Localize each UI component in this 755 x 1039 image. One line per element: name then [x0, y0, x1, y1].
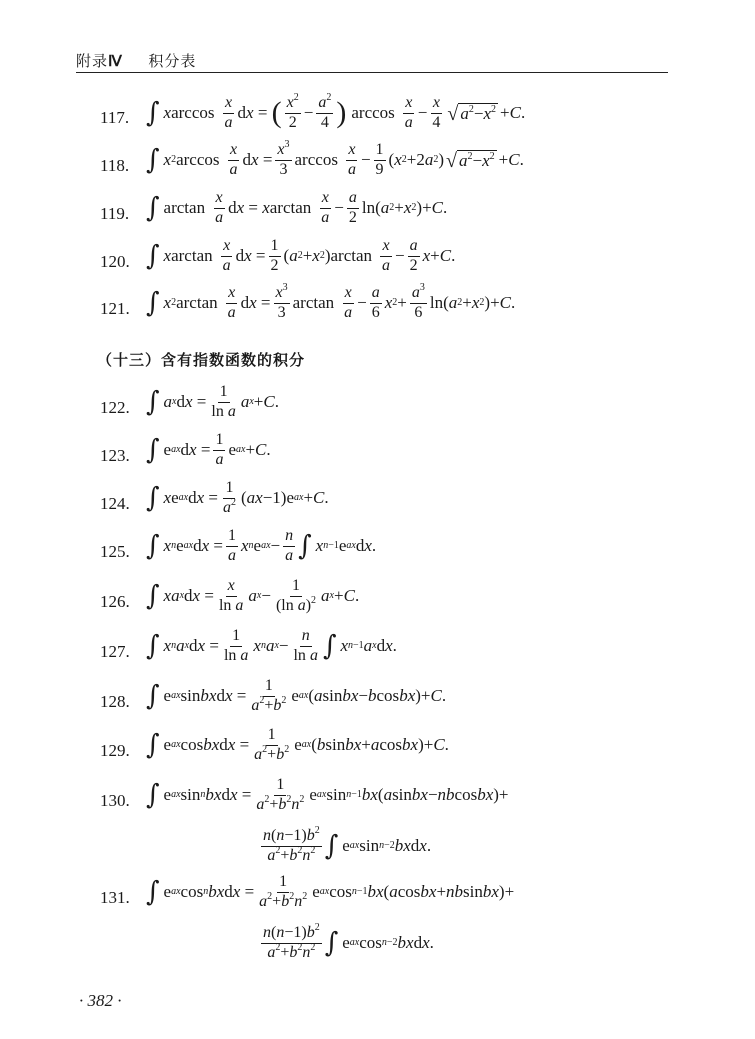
formula-119: ∫ arctan $\frac{x}{a}$ d x = x arctan $\frac{x}{a}$ − $\frac{a}{2}$ ln( a 2 + x 2 )+ C . [146, 189, 448, 226]
header-title: 积分表 [148, 52, 197, 70]
formula-127: ∫ x n a x d x = $\frac{1}{\text{ln a}}$ x n a x − $\frac{n}{\text{ln a}}$ ∫ x n−1 a x d x . [146, 627, 397, 664]
formula-number: 120. [100, 252, 130, 271]
running-header [76, 50, 196, 71]
formula-121: ∫ x 2 arctan $\frac{x}{a}$ d x = $\frac{x^3}{3}$ arctan $\frac{x}{a}$ − $\frac{a}{6}$ x 2 + $\frac{a^3}{6}$ ln( a 2 + x 2 )+ C . [146, 282, 516, 321]
section-title: （十三）含有指数函数的积分 [97, 351, 306, 369]
formula-number: 130. [100, 791, 130, 810]
formula-number: 123. [100, 446, 130, 465]
formula-number: 121. [100, 299, 130, 318]
header-appendix: 附录 [76, 52, 109, 70]
formula-131: ∫ e ax cos n bx d x = $\frac{1}{a^2+b^2n^2}$ e ax cos n−1 bx ( a cos bx + nb sin bx )+ [146, 873, 515, 910]
formula-number: 131. [100, 888, 130, 907]
formula-number: 117. [100, 108, 130, 127]
formula-number: 118. [100, 156, 130, 175]
formula-number: 124. [100, 494, 130, 513]
formula-number: 119. [100, 204, 130, 223]
formula-120: ∫ x arctan $\frac{x}{a}$ d x = $\frac{1}{2}$ ( a 2 + x 2 )arctan $\frac{x}{a}$ − $\frac{a}{2}$ x + C . [146, 237, 456, 274]
formula-122: ∫ a x d x = $\frac{1}{\text{ln a}}$ a x + C . [146, 383, 279, 420]
formula-number: 128. [100, 692, 130, 711]
formula-129: ∫ e ax cos bx d x = $\frac{1}{a^2+b^2}$ e ax ( b sin bx + a cos bx )+ C . [146, 726, 449, 763]
formula-118: ∫ x 2 arccos $\frac{x}{a}$ d x = $\frac{x^3}{3}$ arccos $\frac{x}{a}$ − $\frac{1}{9}$ ( x 2 +2 a 2 ) √ $a^2-x^2$ + C . [146, 139, 524, 178]
formula-126: ∫ xa x d x = $\frac{x}{\text{ln a}}$ a x − $\frac{1}{(\ln a)^2}$ a x + C . [146, 577, 360, 614]
header-rule [76, 72, 668, 73]
formula-117: ∫ x arccos $\frac{x}{a}$ d x = ( $\frac{x^2}{2}$ − $\frac{a^2}{4}$ ) arccos $\frac{x}{a}$ − $\frac{x}{4}$ √ $a^2-x^2$ + C . [146, 92, 526, 131]
formula-130-continued: $\frac{n(n-1)b^2}{a^2+b^2n^2}$ ∫ e ax sin n−2 bx d x . [263, 825, 432, 864]
page-number: · 382 · [79, 991, 122, 1010]
formula-125: ∫ x n e ax d x = $\frac{1}{a}$ x n e ax − $\frac{n}{a}$ ∫ x n−1 e ax d x . [146, 527, 377, 564]
header-roman: Ⅳ [108, 54, 123, 70]
formula-128: ∫ e ax sin bx d x = $\frac{1}{a^2+b^2}$ e ax ( a sin bx − b cos bx )+ C . [146, 677, 447, 714]
formula-124: ∫ x e ax d x = $\frac{1}{a^2}$ ( ax −1)e ax + C . [146, 479, 329, 516]
formula-number: 129. [100, 741, 130, 760]
formula-number: 127. [100, 642, 130, 661]
formula-number: 126. [100, 592, 130, 611]
formula-number: 125. [100, 542, 130, 561]
formula-123: ∫ e ax d x = $\frac{1}{a}$ e ax + C . [146, 431, 271, 468]
formula-130: ∫ e ax sin n bx d x = $\frac{1}{a^2+b^2n^2}$ e ax sin n−1 bx ( a sin bx − nb cos bx )+ [146, 776, 509, 813]
formula-131-continued: $\frac{n(n-1)b^2}{a^2+b^2n^2}$ ∫ e ax cos n−2 bx d x . [263, 922, 434, 961]
formula-number: 122. [100, 398, 130, 417]
